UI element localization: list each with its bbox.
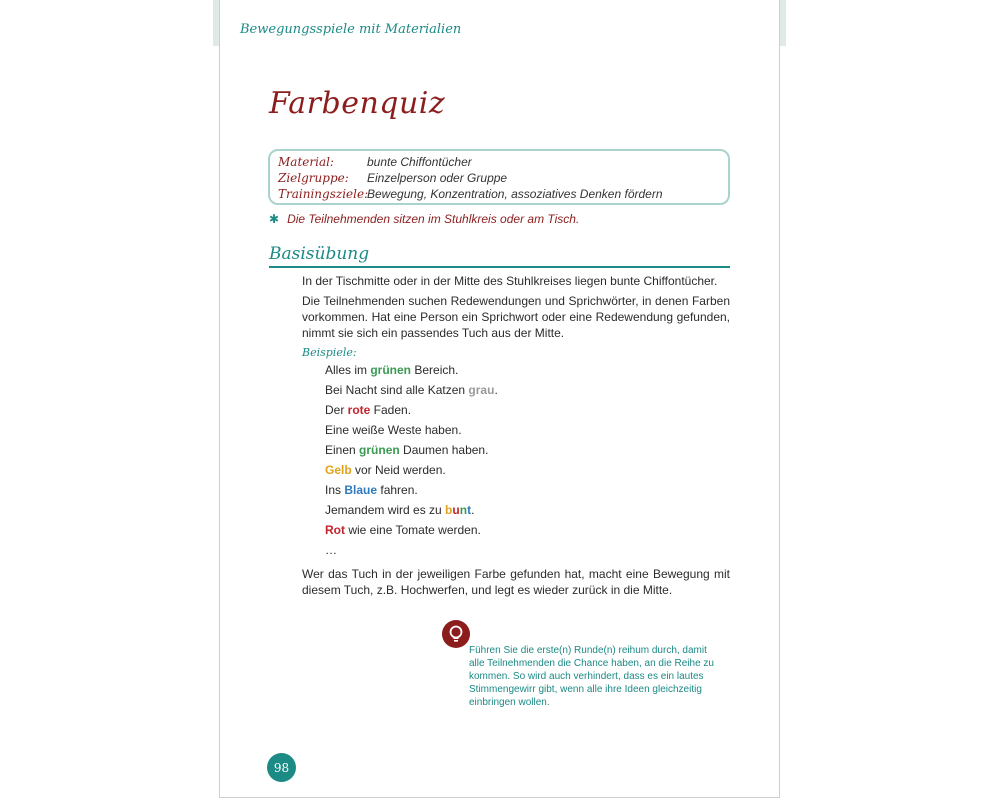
color-word: Blaue (344, 483, 378, 497)
asterisk-icon: ✱ (269, 212, 280, 226)
info-row-zielgruppe (278, 170, 728, 186)
info-value: Bewegung, Konzentration, assoziatives Denken fördern (367, 187, 663, 201)
info-value: Einzelperson oder Gruppe (367, 171, 508, 185)
color-word: grau (468, 383, 495, 397)
page-title: Farbenquiz (269, 86, 446, 121)
setup-note-text: Die Teilnehmenden sitzen im Stuhlkreis oder am Tisch. (287, 212, 580, 226)
info-label: Material: (278, 155, 334, 169)
list-item: Der rote Faden. (325, 403, 412, 417)
color-word: rote (347, 403, 371, 417)
list-item: Eine weiße Weste haben. (325, 423, 462, 437)
setup-note (269, 212, 579, 226)
color-word: grünen (370, 363, 412, 377)
info-label: Trainingsziele: (278, 187, 369, 201)
running-header: Bewegungsspiele mit Materialien (240, 22, 462, 37)
page-number: 98 (267, 753, 296, 782)
list-item: Einen grünen Daumen haben. (325, 443, 489, 457)
tip-text: Führen Sie die erste(n) Runde(n) reihum durch, damit alle Teilnehmenden die Chance haben, an die Reihe zu kommen. So wird auch verhindert, dass es ein lautes Stimmengewirr gibt, wenn alle ihre Ideen gleichzeitig einbringen wollen. (469, 645, 714, 708)
color-word-bunt: bunt (445, 503, 472, 517)
info-value: bunte Chiffontücher (367, 155, 472, 169)
info-row-material (278, 154, 728, 170)
paragraph-instructions: Die Teilnehmenden suchen Redewendungen und Sprichwörter, in denen Farben vorkommen. Hat eine Person ein Sprichwort oder eine Redewendung gefunden, nimmt sie sich ein passendes Tuch aus der Mitte. (302, 294, 730, 340)
list-item: … (325, 543, 337, 557)
list-item: Rot wie eine Tomate werden. (325, 523, 481, 537)
color-word: Gelb (325, 463, 352, 477)
info-row-trainingsziele (278, 186, 728, 202)
list-item: Jemandem wird es zu bunt. (325, 503, 475, 517)
info-box (268, 149, 730, 205)
section-heading: Basisübung (269, 244, 730, 268)
color-word: Rot (325, 523, 345, 537)
examples-list (325, 362, 498, 562)
paragraph-intro: In der Tischmitte oder in der Mitte des Stuhlkreises liegen bunte Chiffontücher. (302, 274, 718, 288)
examples-label: Beispiele: (302, 346, 357, 359)
color-word: grünen (359, 443, 400, 457)
info-label: Zielgruppe: (278, 171, 349, 185)
list-item: Alles im grünen Bereich. (325, 363, 459, 377)
lightbulb-icon (442, 620, 470, 648)
list-item: Bei Nacht sind alle Katzen grau. (325, 383, 498, 397)
paragraph-conclusion: Wer das Tuch in der jeweiligen Farbe gefunden hat, macht eine Bewegung mit diesem Tuch, z.B. Hochwerfen, und legt es wieder zurück in die Mitte. (302, 567, 730, 597)
list-item: Gelb vor Neid werden. (325, 463, 446, 477)
list-item: Ins Blaue fahren. (325, 483, 418, 497)
